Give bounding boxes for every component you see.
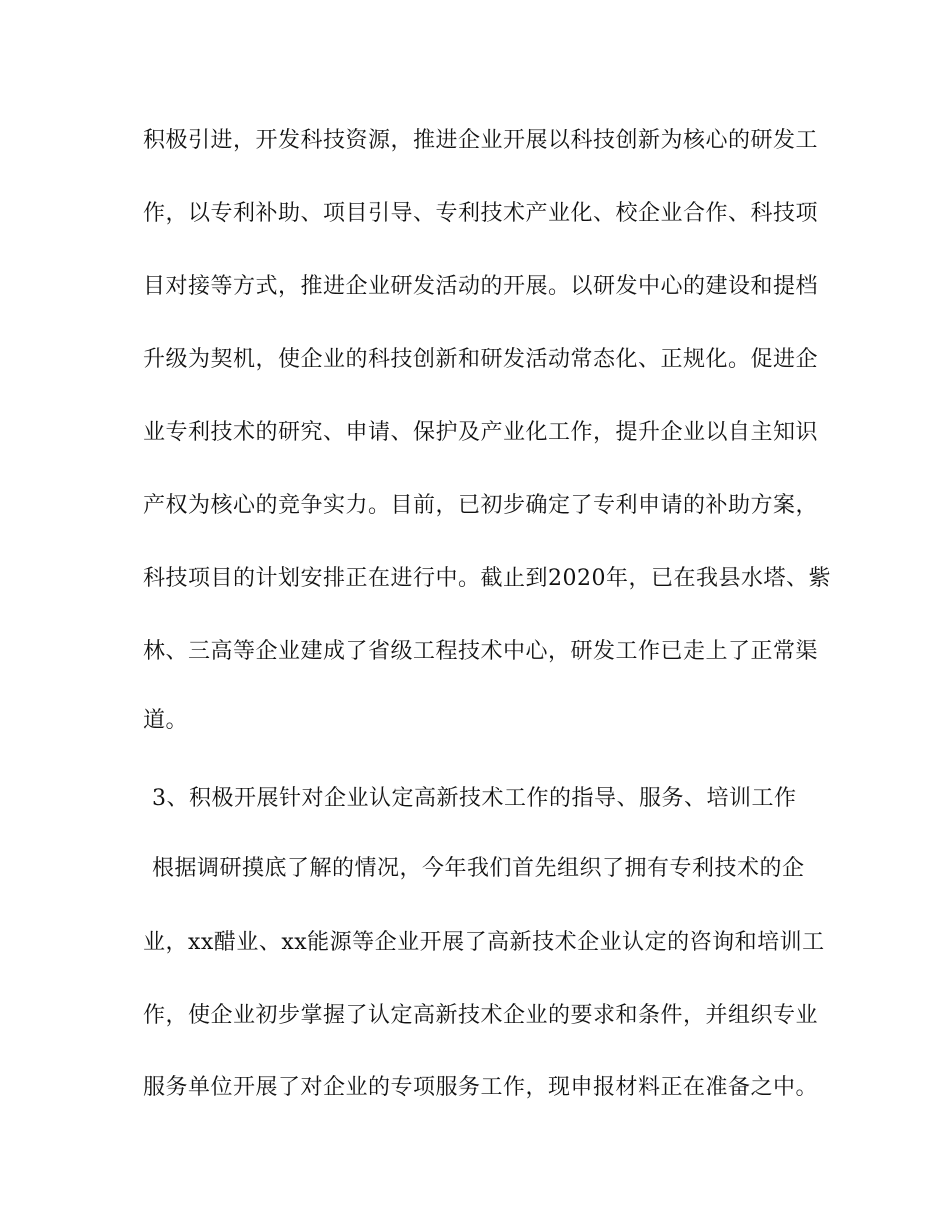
paragraph-1-line-8: 林、三高等企业建成了省级工程技术中心，研发工作已走上了正常渠 [143,639,819,664]
paragraph-1-line-3: 目对接等方式，推进企业研发活动的开展。以研发中心的建设和提档 [143,274,819,299]
paragraph-2-line-2: 业，xx醋业、xx能源等企业开展了高新技术企业认定的咨询和培训工 [143,930,825,955]
paragraph-1-line-6: 产权为核心的竞争实力。目前，已初步确定了专利申请的补助方案， [143,493,819,518]
paragraph-2-line-1: 根据调研摸底了解的情况，今年我们首先组织了拥有专利技术的企 [152,856,805,881]
paragraph-2-line-3: 作，使企业初步掌握了认定高新技术企业的要求和条件，并组织专业 [143,1003,819,1028]
paragraph-1-line-9: 道。 [143,708,189,733]
paragraph-1-line-4: 升级为契机，使企业的科技创新和研发活动常态化、正规化。促进企 [143,347,819,372]
paragraph-1-line-5: 业专利技术的研究、申请、保护及产业化工作，提升企业以自主知识 [143,420,819,445]
paragraph-2-line-4: 服务单位开展了对企业的专项服务工作，现申报材料正在准备之中。 [143,1075,819,1100]
paragraph-1-line-2: 作，以专利补助、项目引导、专利技术产业化、校企业合作、科技项 [143,201,819,226]
paragraph-1-line-1: 积极引进，开发科技资源，推进企业开展以科技创新为核心的研发工 [143,128,819,153]
section-heading-3: 3、积极开展针对企业认定高新技术工作的指导、服务、培训工作 [152,786,797,811]
paragraph-1-line-7: 科技项目的计划安排正在进行中。截止到2020年，已在我县水塔、紫 [143,566,831,591]
